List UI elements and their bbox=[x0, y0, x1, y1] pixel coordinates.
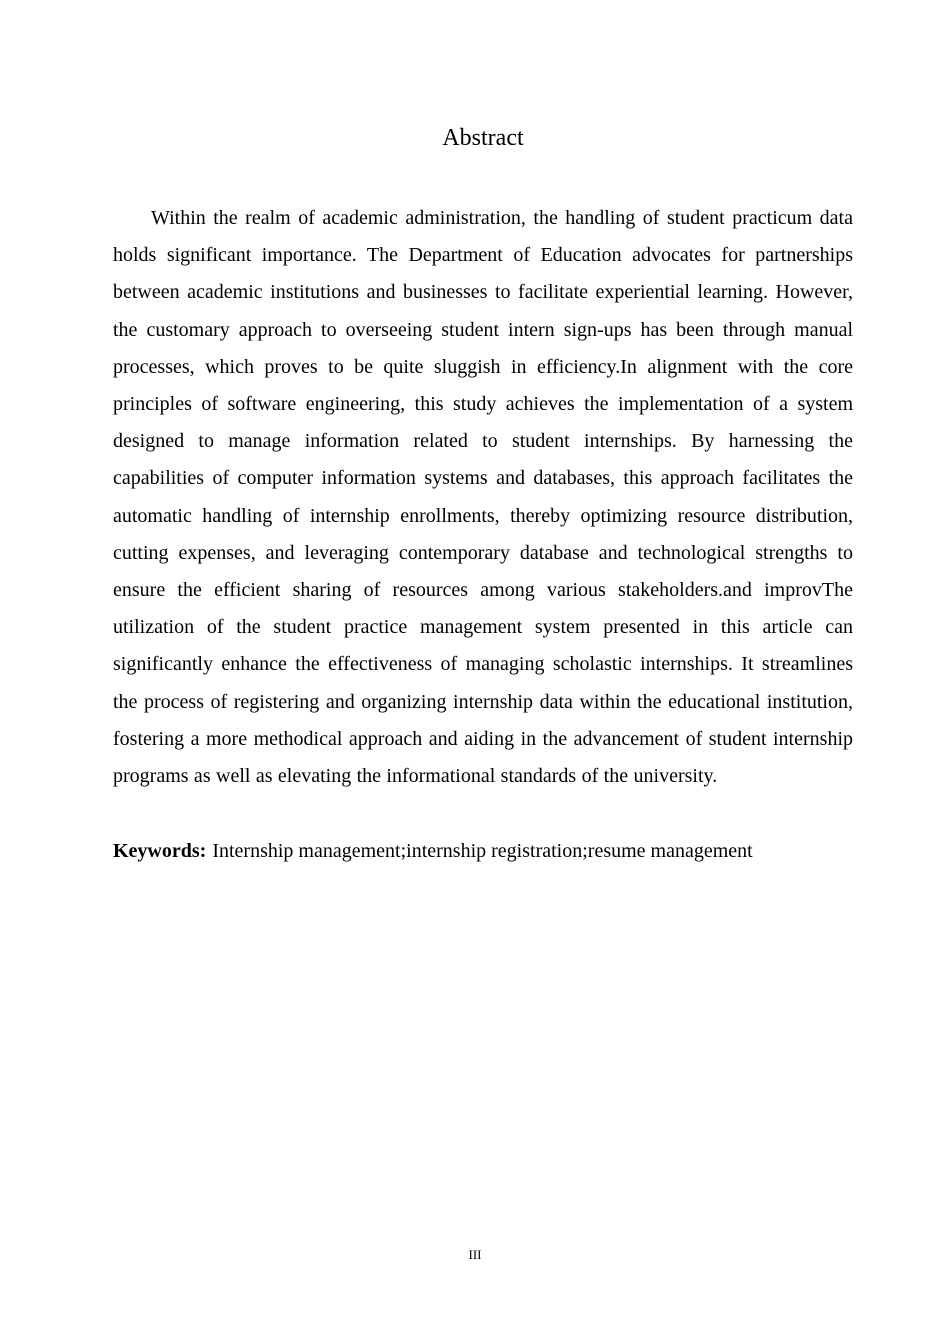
keywords-line bbox=[113, 836, 853, 866]
keywords-text: Internship management;internship registration;resume management bbox=[212, 840, 753, 862]
page-number: III bbox=[468, 1247, 482, 1262]
abstract-title: Abstract bbox=[442, 125, 524, 151]
abstract-paragraph: Within the realm of academic administration, the handling of student practicum data holds significant importance. The Department of Education advocates for partnerships between academic institutions and businesses to facilitate experiential learning. However, the customary approach to overseeing student intern sign-ups has been through manual processes, which proves to be quite sluggish in efficiency.In alignment with the core principles of software engineering, this study achieves the implementation of a system designed to manage information related to student internships. By harnessing the capabilities of computer information systems and databases, this approach facilitates the automatic handling of internship enrollments, thereby optimizing resource distribution, cutting expenses, and leveraging contemporary database and technological strengths to ensure the efficient sharing of resources among various stakeholders.and improvThe utilization of the student practice management system presented in this article can significantly enhance the effectiveness of managing scholastic internships. It streamlines the process of registering and organizing internship data within the educational institution, fostering a more methodical approach and aiding in the advancement of student internship programs as well as elevating the informational standards of the university. bbox=[113, 207, 853, 788]
keywords-label: Keywords: bbox=[113, 840, 207, 862]
